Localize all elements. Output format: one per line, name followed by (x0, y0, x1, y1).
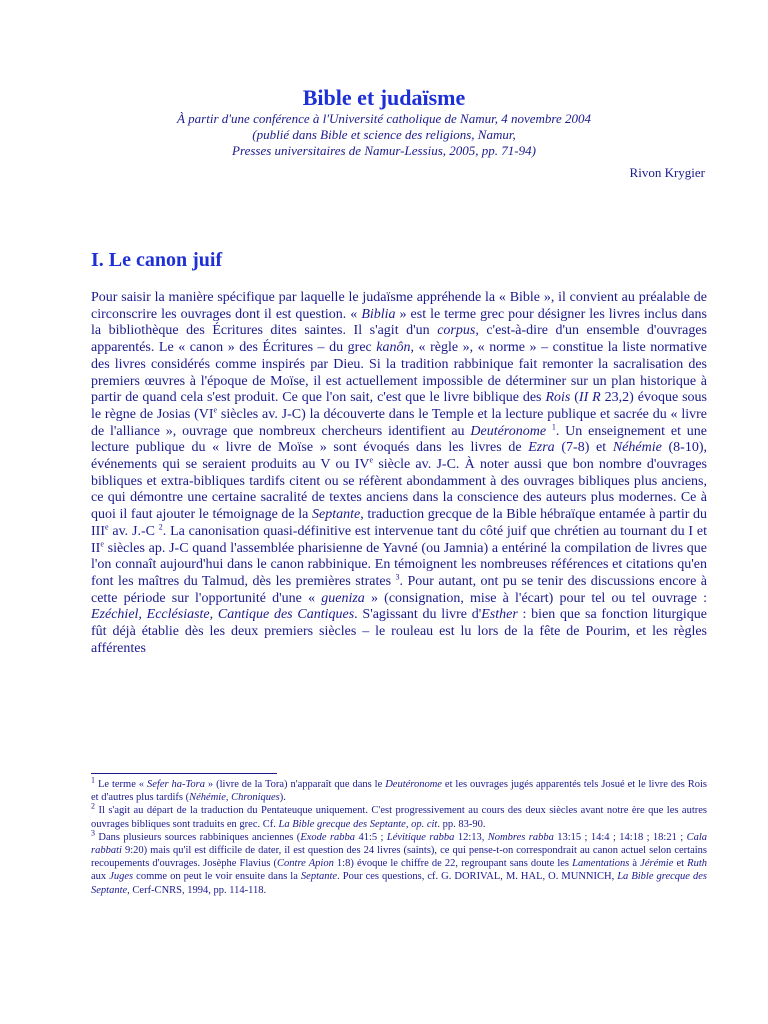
footnote-ref-3[interactable]: 3 (395, 572, 400, 582)
subtitle-line-2: (publié dans Bible et science des religions, Namur, (252, 127, 516, 142)
footnote-1: $^1$ Le terme « Sefer ha-Tora » (livre de la Tora) n'apparaît que dans le Deutéronome et les ouvrages jugés apparentés tels Josué et le livre des Rois et d'autres plus tardifs (Néhémie, Chroniques). (91, 775, 708, 804)
subtitle-line-3: Presses universitaires de Namur-Lessius, 2005, pp. 71-94) (232, 143, 536, 158)
document-title: Bible et judaïsme (302, 85, 466, 110)
footnote-ref-1[interactable]: 1 (551, 421, 556, 431)
footnotes (91, 775, 708, 897)
footnote-2: $^2$ Il s'agit au départ de la traduction du Pentateuque uniquement. C'est progressivement au cours des deux siècles avant notre ère que les autres ouvrages bibliques sont traduits en grec. Cf. La Bible grecque des Septante, op. cit. pp. 83-90. (91, 801, 707, 830)
section-heading: I. Le canon juif (91, 249, 223, 271)
author-name: Rivon Krygier (629, 165, 705, 180)
body-paragraph: Pour saisir la manière spécifique par laquelle le judaïsme appréhende la « Bible », il convient au préalable de circonscrire les ouvrages dont il est question. « Biblia » est le terme grec pour désigner les livres inclus dans la bibliothèque des Écritures dites saintes. Il s'agit d'un corpus, c'est-à-dire d'un ensemble d'ouvrages apparentés. Le « canon » des Écritures – du grec kanôn, « règle », « norme » – constitue la liste normative des livres considérés comme inspirés par Dieu. Si la tradition rabbinique fait remonter la sacralisation des premiers œuvres à l'époque de Moïse, il est actuellement impossible de déterminer sur un plan historique à partir de quand cela s'est produit. Ce que l'on sait, c'est que le livre biblique des Rois (II R 23,2) évoque sous le règne de Josias (VIe siècles av. J-C) la découverte dans le Temple et la lecture publique et sacrée du « livre de l'alliance », ouvrage que nombreux chercheurs identifient au Deutéronome $^1$. Un enseignement et une lecture publique du « livre de Moïse » sont évoqués dans les livres de Ezra (7-8) et Néhémie (8-10), événements qui se seraient produits au V ou IVe siècle av. J-C. À noter aussi que bon nombre d'ouvrages bibliques et extra-bibliques tardifs citent ou se réfèrent abondamment à des ouvrages bibliques plus anciens, ce qui démontre une certaine sacralité de textes anciens dans la conscience des auteurs plus modernes. Ce à quoi il faut ajouter le témoignage de la Septante, traduction grecque de la Bible hébraïque entamée à partir du IIIe av. J.-C $^2$. La canonisation quasi-définitive est intervenue tant du côté juif que chrétien au tournant du I et IIe siècles ap. J-C quand l'assemblée pharisienne de Yavné (ou Jamnia) a entériné la compilation de livres que l'on connaît aujourd'hui dans le canon rabbinique. En témoignent les nombreuses références et citations qu'en font les maîtres du Talmud, dès les premières strates $^3$. Pour autant, ont pu se tenir des discussions encore à cette période sur l'opportunité d'une « gueniza » (consignation, mise à l'écart) pour tel ou tel ouvrage : Ezéchiel, Ecclésiaste, Cantique des Cantiques. S'agissant du livre d'Esther : bien que sa fonction liturgique fût déjà établie dès les deux premiers siècles – le rouleau est lu lors de la fête de Pourim, et les règles afférentes (91, 290, 708, 656)
footnote-ref-2[interactable]: 2 (158, 522, 163, 532)
footnote-3: $^3$ Dans plusieurs sources rabbiniques anciennes (Exode rabba 41:5 ; Lévitique rabba 12:13, Nombres rabba 13:15 ; 14:4 ; 14:18 ; 18:21 ; Cala rabbati 9:20) mais qu'il est difficile de dater, il est question des 24 livres (saints), ce qui pense-t-on correspondrait au canon actuel selon certains recoupements d'ouvrages. Josèphe Flavius (Contre Apion 1:8) évoque le chiffre de 22, regroupant sans doute les Lamentations à Jérémie et Ruth aux Juges comme on peut le voir ensuite dans la Septante. Pour ces questions, cf. G. DORIVAL, M. HAL, O. MUNNICH, La Bible grecque des Septante, Cerf-CNRS, 1994, pp. 114-118. (91, 828, 708, 896)
footnote-separator (91, 773, 277, 774)
subtitle-line-1: À partir d'une conférence à l'Université catholique de Namur, 4 novembre 2004 (176, 111, 591, 126)
